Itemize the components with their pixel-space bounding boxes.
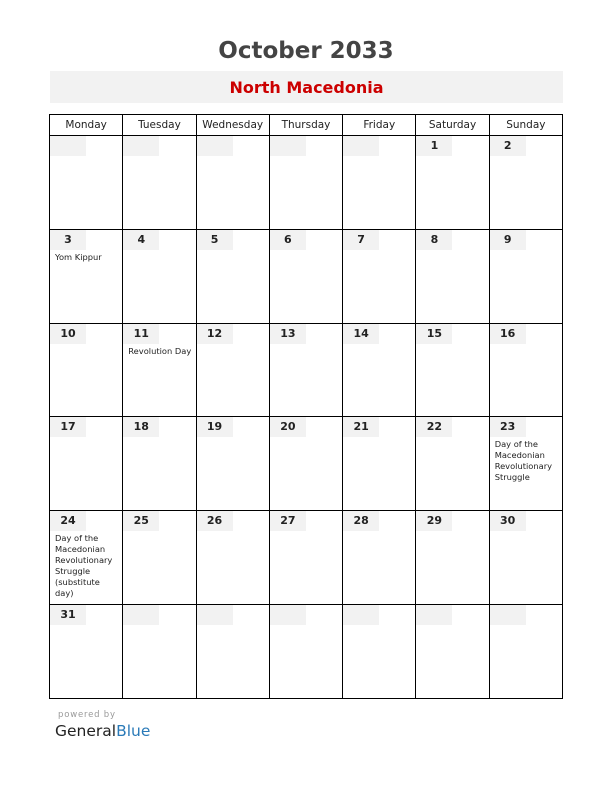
weekday-sunday: Sunday: [489, 115, 562, 136]
day-cell[interactable]: [196, 323, 269, 417]
day-number: [50, 511, 86, 531]
day-number-text: 27: [280, 514, 296, 528]
day-number-text: 30: [500, 514, 516, 528]
day-number-text: 13: [280, 326, 296, 340]
day-number: [490, 511, 526, 531]
day-number: [343, 230, 379, 250]
day-number: [270, 417, 306, 437]
day-cell[interactable]: [123, 511, 196, 605]
day-number: [343, 605, 379, 625]
day-cell[interactable]: [489, 323, 562, 417]
day-cell[interactable]: [343, 511, 416, 605]
day-number-text: 14: [353, 326, 369, 340]
day-cell[interactable]: [123, 136, 196, 230]
day-cell[interactable]: [196, 229, 269, 323]
day-number-text: 29: [426, 514, 443, 528]
day-cell[interactable]: [416, 605, 489, 699]
day-cell[interactable]: [50, 417, 123, 511]
day-number: [490, 605, 526, 625]
day-cell[interactable]: [489, 605, 562, 699]
day-cell[interactable]: [196, 605, 269, 699]
day-cell[interactable]: [343, 417, 416, 511]
day-number: [490, 230, 526, 250]
day-number: [270, 136, 306, 156]
day-number-text: 22: [426, 420, 443, 434]
week-row: [50, 229, 563, 323]
day-cell[interactable]: [489, 511, 562, 605]
day-number: [50, 136, 86, 156]
day-number-text: 10: [60, 326, 76, 340]
day-number: [416, 511, 452, 531]
day-cell[interactable]: [416, 323, 489, 417]
day-number-text: 21: [353, 420, 369, 434]
day-number: [123, 605, 159, 625]
day-number: [416, 417, 452, 437]
day-number: [490, 417, 526, 437]
day-number: [197, 136, 233, 156]
weekday-monday: Monday: [50, 115, 123, 136]
day-cell[interactable]: [50, 323, 123, 417]
day-number-text: 25: [133, 514, 149, 528]
day-number-text: 11: [133, 326, 149, 340]
day-cell[interactable]: [269, 229, 342, 323]
day-number: [123, 136, 159, 156]
week-row: [50, 605, 563, 699]
calendar-body: [50, 136, 563, 699]
day-number: [343, 136, 379, 156]
day-number-text: 18: [133, 420, 149, 434]
day-number: [343, 511, 379, 531]
day-cell[interactable]: [343, 323, 416, 417]
day-cell[interactable]: [269, 323, 342, 417]
day-number: [197, 605, 233, 625]
day-number: [50, 417, 86, 437]
day-number-text: 15: [426, 326, 443, 340]
day-number: [123, 417, 159, 437]
day-number-text: 3: [64, 232, 72, 246]
day-number-text: 12: [206, 326, 223, 340]
day-number-text: 17: [60, 420, 76, 434]
day-number-text: 26: [206, 514, 223, 528]
day-number-text: 16: [500, 326, 516, 340]
day-cell[interactable]: [343, 229, 416, 323]
holiday-label: Day of the Macedonian Revolutionary Struggle (substitute day): [55, 533, 113, 599]
day-cell[interactable]: [269, 511, 342, 605]
page-title: October 2033: [218, 38, 394, 64]
day-number-text: 20: [280, 420, 296, 434]
day-number-text: 6: [284, 232, 292, 246]
weekday-header-row: [50, 115, 563, 136]
brand-general: General: [55, 722, 117, 740]
day-cell[interactable]: [196, 136, 269, 230]
day-number: [123, 230, 159, 250]
day-number: [270, 324, 306, 344]
day-cell[interactable]: [123, 229, 196, 323]
day-number: [416, 230, 452, 250]
holiday-label: Day of the Macedonian Revolutionary Struggle: [494, 439, 553, 483]
day-number-text: 8: [430, 232, 439, 246]
day-number: [416, 324, 452, 344]
day-number: [197, 511, 233, 531]
day-cell[interactable]: [50, 136, 123, 230]
day-number-text: 4: [137, 232, 146, 246]
day-cell[interactable]: [343, 136, 416, 230]
calendar-grid: [49, 114, 563, 699]
weekday-thursday: Thursday: [269, 115, 342, 136]
day-number-text: 28: [353, 514, 369, 528]
country-name: North Macedonia: [229, 77, 384, 97]
day-cell[interactable]: [123, 605, 196, 699]
day-number: [343, 417, 379, 437]
day-number-text: 9: [503, 232, 512, 246]
day-number: [197, 230, 233, 250]
day-number: [123, 511, 159, 531]
weekday-friday: Friday: [343, 115, 416, 136]
day-number: [50, 230, 86, 250]
day-number-text: 19: [206, 420, 223, 434]
day-cell[interactable]: [416, 229, 489, 323]
week-row: [50, 323, 563, 417]
day-cell[interactable]: [196, 417, 269, 511]
week-row: [50, 136, 563, 230]
holiday-label: Yom Kippur: [55, 251, 102, 262]
weekday-wednesday: Wednesday: [196, 115, 269, 136]
day-number: [416, 605, 452, 625]
day-number-text: 31: [60, 608, 76, 622]
day-cell[interactable]: [50, 511, 123, 605]
week-row: [50, 511, 563, 605]
day-number: [123, 324, 159, 344]
brand-blue: Blue: [116, 722, 151, 740]
day-number: [197, 417, 233, 437]
day-cell[interactable]: [123, 417, 196, 511]
day-number: [50, 605, 86, 625]
day-cell[interactable]: [196, 511, 269, 605]
week-row: [50, 417, 563, 511]
day-number: [343, 324, 379, 344]
day-number: [197, 324, 233, 344]
day-cell[interactable]: [489, 417, 562, 511]
day-number-text: 1: [430, 139, 439, 152]
day-number: [490, 324, 526, 344]
day-cell[interactable]: [269, 605, 342, 699]
day-cell[interactable]: [343, 605, 416, 699]
day-number: [50, 324, 86, 344]
day-number-text: 24: [60, 514, 76, 528]
holiday-label: Revolution Day: [128, 345, 192, 356]
day-cell[interactable]: [269, 136, 342, 230]
day-cell[interactable]: [123, 323, 196, 417]
day-cell[interactable]: [416, 511, 489, 605]
day-number-text: 23: [500, 420, 516, 434]
day-number: [270, 605, 306, 625]
day-cell[interactable]: [416, 417, 489, 511]
weekday-saturday: Saturday: [416, 115, 489, 136]
day-cell[interactable]: [416, 136, 489, 230]
day-cell[interactable]: [269, 417, 342, 511]
day-cell[interactable]: [489, 229, 562, 323]
day-cell[interactable]: [489, 136, 562, 230]
weekday-tuesday: Tuesday: [123, 115, 196, 136]
day-number-text: 7: [357, 232, 365, 246]
day-number-text: 5: [210, 232, 219, 246]
day-cell[interactable]: [50, 229, 123, 323]
day-cell[interactable]: [50, 605, 123, 699]
day-number: [490, 136, 526, 156]
day-number-text: 2: [503, 139, 512, 152]
day-number: [270, 230, 306, 250]
powered-by-label: powered by: [58, 710, 116, 720]
brand-logo[interactable]: [55, 722, 150, 740]
day-number: [416, 136, 452, 156]
day-number: [270, 511, 306, 531]
country-banner: [50, 71, 563, 103]
